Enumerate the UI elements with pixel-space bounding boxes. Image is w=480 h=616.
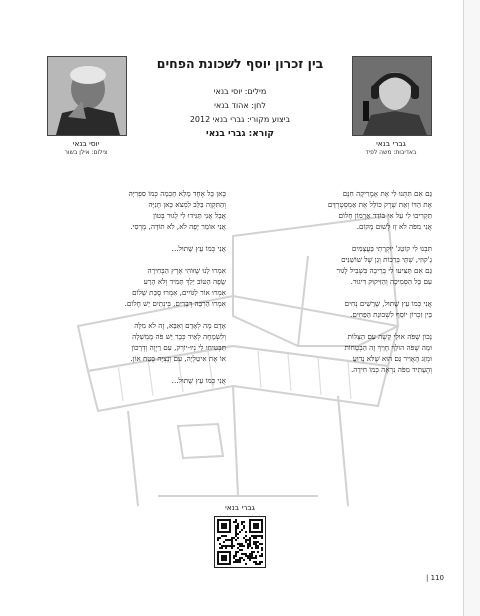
music-credit: לחן: אהוד בנאי	[214, 101, 266, 110]
poem-line: תַּקְרִיבוּ לִי עַל אִי בּוֹדֵד אַרְמוֹן חָלוֹם	[338, 211, 432, 220]
poem-line: נָכוֹן שֶׁפֹּה אוּלַי קָשֶׁה עִם הַצָּלוֹת	[347, 332, 432, 341]
poem-line: וּמָה שֶׁפֹּה הוֹלֵךְ חָוֵיךְ זֶה הַבְטָחוֹת	[344, 343, 432, 352]
stanza	[242, 243, 432, 287]
stanza	[242, 298, 432, 320]
song-title: בין זכרון יוסף לשכונת הפחים	[156, 56, 324, 71]
stanza	[36, 188, 226, 232]
poem-line: וּמְזַג הָאֲוִיר גַּם הוּא שֶׁלֹּא נָדוּעַ	[352, 354, 432, 363]
poem-line: אוֹ אֶת אִיטַלְיָה, עִם וְנֶצְיָה בֶּטַח אוֹן.	[130, 354, 226, 363]
poem-line: תִּבְנוּ לִי קוֹטֵג' יוּקְרָתִי בַּעֲצָמִים	[351, 244, 432, 253]
poem-line: עִם כָּל הַסְּמִיכָה וְהַזִּיקוּק דִּיגוּר.	[350, 277, 432, 286]
qr-label: גברי בנאי	[225, 503, 255, 512]
poem-line: אֲבָל אֲנִי תַּגִּידוּ לִי לָגוּר בְּטוֹן	[153, 211, 226, 220]
poem-line: אִמְרוּ לָנוּ שֶׁזּוֹהִי אֶרֶץ הַבְּחִירָה	[147, 266, 226, 275]
poem-line: אֶת הַדּוֹ וְאֵת שֶׁרֶק כּוֹלֵל אֶת אַמְסְטֶרְדָּם	[327, 200, 432, 209]
lyrics-credit: מילים: יוסי בנאי	[213, 87, 267, 96]
poem-line: אֲנִי כְּמוֹ עֵץ שָׁתוּל...	[171, 376, 226, 385]
poem-line: גָ'קוּזִי, שְׁתֵּי בְּרֵכוֹת וְגַן שֶׁל שׁוֹשַׁנִּים	[341, 255, 432, 264]
stanza	[36, 265, 226, 309]
poem-line: וְלִשְׂמָחָה לְאֵיד כְּבָר יֵשׁ פֹּה מֶמְשָׁלָה	[132, 332, 226, 341]
poem-line: אֲנִי כְּמוֹ עֵץ שָׁתוּל...	[171, 244, 226, 253]
reader-credit: קורא: גברי בנאי	[206, 129, 274, 139]
photo-name: גברי בנאי	[376, 139, 406, 148]
poem-line: בֵּין זִכְרוֹן יוֹסֵף לִשְׁכוּנַת הַפַּחִים.	[350, 310, 432, 319]
page-number: | 110	[426, 574, 444, 582]
caption-left	[41, 139, 131, 157]
poem-line: אֲנִי אוֹמֵר יָפֶה לֹא, לֹא תוֹדָה, מֶרְסִי.	[130, 222, 226, 231]
portrait-yossi-banai	[47, 56, 127, 136]
stanza	[242, 331, 432, 375]
poem-column-right	[242, 188, 432, 386]
poem-line: שָׂפָה הַטּוֹב יֵלֵךְ תָּמִיד וְלֹא הָרַע	[143, 277, 226, 286]
page-gutter	[463, 0, 480, 616]
stanza	[36, 375, 226, 386]
photo-credit: באדיבות: משה לפיד	[365, 149, 417, 156]
photo-name: יוסי בנאי	[72, 139, 100, 148]
stanza	[242, 188, 432, 232]
qr-code[interactable]	[214, 516, 266, 568]
stanza	[36, 320, 226, 364]
poem-line: אֲנִי מִפֹּה לֹא זָז לְשׁוּם מָקוֹם.	[356, 222, 432, 231]
photo-credit: צילום: אילן בשור	[64, 149, 108, 156]
poem-line: כָּאן כָּל אֶחָד מָלֵא חָכְמָה כְּמוֹ סִפְרִיָּה	[128, 189, 226, 198]
poem-line: תַּבְטִיחוּ לִי נְיוּ-יוֹרְק, עִם רַיְוֶה וְדְרָכוֹן	[131, 343, 226, 352]
poem-line: וְהַתִּקְוָה בַּלֵּב לִמְצֹא כָּאן חָנִיָּה	[148, 200, 226, 209]
poem-line: אִמְרוּ אוֹר לַגּוֹיִים, אִמְרוּ סֻכַּת שָׁלוֹם	[132, 288, 226, 297]
caption-right	[346, 139, 436, 157]
portrait-gavri-banai	[352, 56, 432, 136]
poem-line: גַּם אִם תַּצִּיעוּ לִי בְּרֵיכָה בִּשְׁבִיל לָגוּר	[336, 266, 432, 275]
original-performance: ביצוע מקורי: גברי בנאי 2012	[189, 115, 291, 124]
poem-line: וְהֶעָתִיד מִפֹּה נִרְאֶה כְּמוֹ חִידָה.	[350, 365, 432, 374]
poem-column-left	[36, 188, 226, 397]
poem-line: אִמְרוּ הַרְבֵּה דְּבָרִים, בְּינְתַיִם יֵשׁ חָלוֹם.	[124, 299, 226, 308]
poem-line: גַּם אִם תִּתְּנוּ לִי אֶת אָמֶרִיקָה חִנָּם	[342, 189, 432, 198]
song-credits	[140, 85, 340, 141]
stanza	[36, 243, 226, 254]
poem-line: אֲנִי כְּמוֹ עֵץ שָׁתוּל, שָׁרָשִׁים נְחִים	[344, 299, 432, 308]
poem-line: אָדָם מָה לְאָדָם וְאִבָּא, זֶה לֹא מִלָּה	[134, 321, 226, 330]
